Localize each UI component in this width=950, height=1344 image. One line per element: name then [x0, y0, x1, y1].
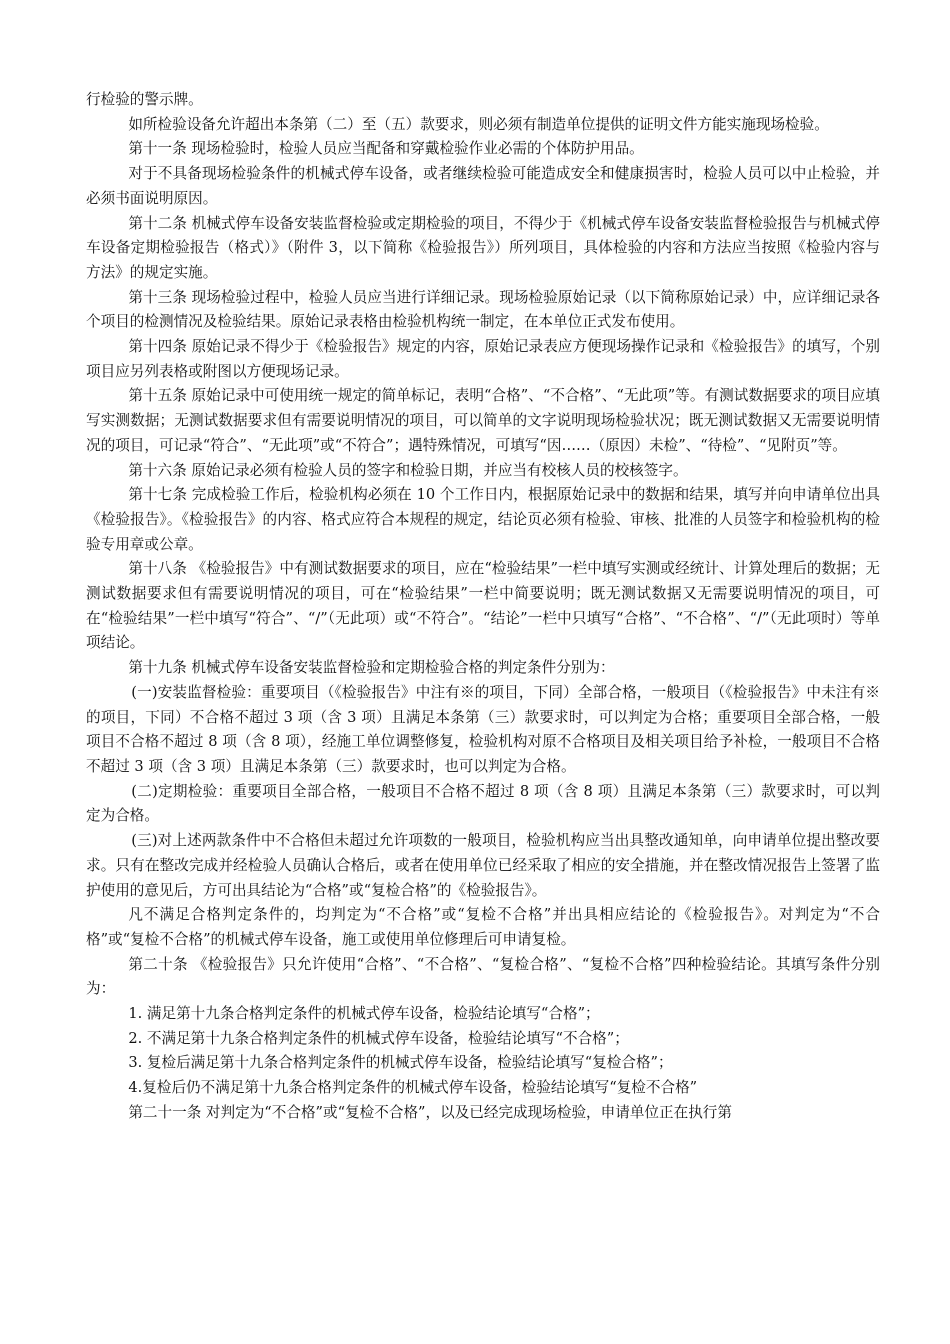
- document-page: [86, 88, 880, 1126]
- article-19-clause-2: (二)定期检验：重要项目全部合格，一般项目不合格不超过 8 项（含 8 项）且满足本条第（三）款要求时，可以判定为合格。: [86, 782, 880, 825]
- article-19-clause-3: (三)对上述两款条件中不合格但未超过允许项数的一般项目，检验机构应当出具整改通知单，向申请单位提出整改要求。只有在整改完成并经检验人员确认合格后，或者在使用单位已经采取了相应的安全措施，并在整改情况报告上签署了监护使用的意见后，方可出具结论为“合格”或“复检合格”的《检验报告》。: [86, 832, 880, 899]
- article-18: 第十八条 《检验报告》中有测试数据要求的项目，应在“检验结果”一栏中填写实测或经统计、计算处理后的数据；无测试数据要求但有需要说明情况的项目，可在“检验结果”一栏中简要说明；既无测试数据又无需要说明情况的项目，可在“检验结果”一栏中填写“符合”、“/”（无此项）或“不符合”。“结论”一栏中只填写“合格”、“不合格”、“/”（无此项时）等单项结论。: [86, 560, 880, 652]
- article-19: 第十九条 机械式停车设备安装监督检验和定期检验合格的判定条件分别为：: [128, 659, 615, 677]
- paragraph-continuation: 行检验的警示牌。: [86, 91, 203, 108]
- article-20: 第二十条 《检验报告》只允许使用“合格”、“不合格”、“复检合格”、“复检不合格”四种检验结论。其填写条件分别为：: [86, 955, 880, 998]
- article-12: 第十二条 机械式停车设备安装监督检验或定期检验的项目，不得少于《机械式停车设备安装监督检验报告与机械式停车设备定期检验报告（格式）》（附件 3，以下简称《检验报告》）所列项目，具体检验的内容和方法应当按照《检验内容与方法》的规定实施。: [86, 214, 880, 281]
- article-20-item-2: 2. 不满足第十九条合格判定条件的机械式停车设备，检验结论填写“不合格”；: [128, 1029, 629, 1047]
- article-19-clause-1: (一)安装监督检验：重要项目（《检验报告》中注有※的项目，下同）全部合格，一般项目（《检验报告》中未注有※的项目，下同）不合格不超过 3 项（含 3 项）且满足本条第（三）款要求时，可以判定为合格；重要项目全部合格，一般项目不合格不超过 8 项（含 8 项），经施工单位调整修复，检验机构对原不合格项目及相关项目给予补检，一般项目不合格不超过 3 项（含 3 项）且满足本条第（三）款要求时，也可以判定为合格。: [86, 683, 880, 775]
- article-21: 第二十一条 对判定为“不合格”或“复检不合格”，以及已经完成现场检验，申请单位正在执行第: [128, 1103, 732, 1121]
- paragraph-nonconformance: 凡不满足合格判定条件的，均判定为“不合格”或“复检不合格”并出具相应结论的《检验报告》。对判定为“不合格”或“复检不合格”的机械式停车设备，施工或使用单位修理后可申请复检。: [86, 906, 880, 948]
- paragraph-exemption: 如所检验设备允许超出本条第（二）至（五）款要求，则必须有制造单位提供的证明文件方能实施现场检验。: [128, 115, 829, 133]
- article-15: 第十五条 原始记录中可使用统一规定的简单标记，表明“合格”、“不合格”、“无此项”等。有测试数据要求的项目应填写实测数据；无测试数据要求但有需要说明情况的项目，可以简单的文字说明现场检验状况；既无测试数据又无需要说明情况的项目，可记录“符合”、“无此项”或“不符合”；遇特殊情况，可填写“因……（原因）未检”、“待检”、“见附页”等。: [86, 387, 880, 454]
- paragraph-suspend-inspection: 对于不具备现场检验条件的机械式停车设备，或者继续检验可能造成安全和健康损害时，检验人员可以中止检验，并必须书面说明原因。: [86, 165, 880, 207]
- article-14: 第十四条 原始记录不得少于《检验报告》规定的内容，原始记录表应方便现场操作记录和《检验报告》的填写，个别项目应另列表格或附图以方便现场记录。: [86, 338, 880, 380]
- article-11: 第十一条 现场检验时，检验人员应当配备和穿戴检验作业必需的个体防护用品。: [128, 140, 644, 158]
- article-17: 第十七条 完成检验工作后，检验机构必须在 10 个工作日内，根据原始记录中的数据和结果，填写并向申请单位出具《检验报告》。《检验报告》的内容、格式应符合本规程的规定，结论页必须有检验、审核、批准的人员签字和检验机构的检验专用章或公章。: [86, 486, 880, 553]
- article-13: 第十三条 现场检验过程中，检验人员应当进行详细记录。现场检验原始记录（以下简称原始记录）中，应详细记录各个项目的检测情况及检验结果。原始记录表格由检验机构统一制定，在本单位正式发布使用。: [86, 288, 880, 331]
- article-20-item-3: 3. 复检后满足第十九条合格判定条件的机械式停车设备，检验结论填写“复检合格”；: [128, 1054, 673, 1072]
- article-20-item-4: 4.复检后仍不满足第十九条合格判定条件的机械式停车设备，检验结论填写“复检不合格”: [128, 1079, 698, 1097]
- article-20-item-1: 1. 满足第十九条合格判定条件的机械式停车设备，检验结论填写“合格”；: [128, 1005, 600, 1023]
- article-16: 第十六条 原始记录必须有检验人员的签字和检验日期，并应当有校核人员的校核签字。: [128, 461, 688, 479]
